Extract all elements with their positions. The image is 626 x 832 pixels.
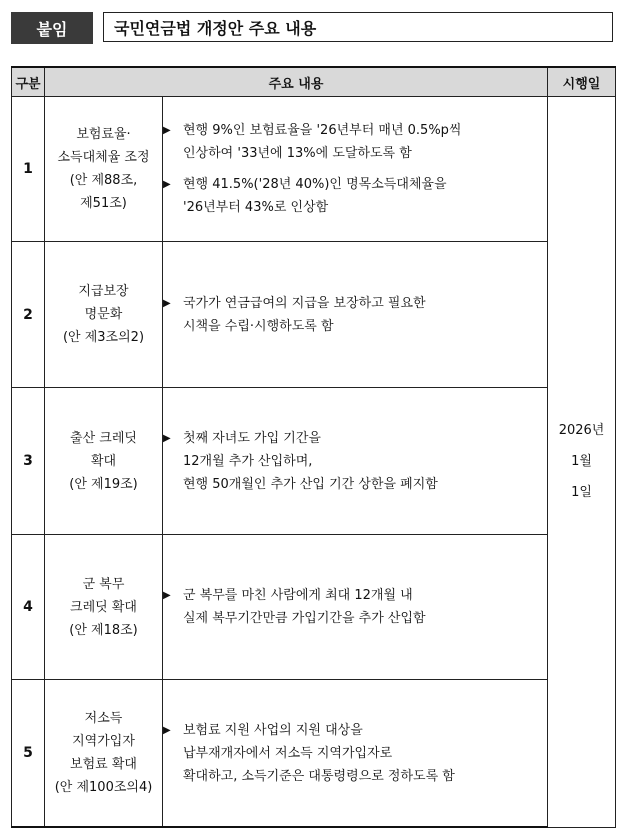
item-line: 출산 크레딧 [70, 430, 137, 446]
content-line: 실제 복무기간만큼 가입기간을 추가 산입함 [183, 611, 426, 626]
row-number: 5 [12, 680, 45, 828]
row-number: 2 [12, 242, 45, 388]
arrow-bullet-icon: ▶ [163, 432, 171, 444]
bullet-item [163, 427, 547, 496]
row-content [163, 242, 548, 388]
item-line: (안 제19조) [69, 476, 138, 492]
bullet-item [163, 292, 547, 338]
item-line: 보험료율· [76, 127, 131, 142]
content-line: 시책을 수립·시행하도록 함 [183, 318, 334, 334]
arrow-bullet-icon: ▶ [163, 724, 171, 736]
item-line: 제51조) [80, 196, 127, 211]
row-content [163, 97, 548, 242]
table-row [12, 535, 616, 680]
arrow-bullet-icon: ▶ [163, 590, 171, 601]
arrow-bullet-icon: ▶ [163, 297, 171, 309]
item-line: 군 복무 [82, 576, 125, 592]
item-line: (안 제100조의4) [54, 780, 153, 795]
item-line: 지역가입자 [72, 734, 135, 749]
row-content [163, 388, 548, 535]
content-line: '26년부터 43%로 인상함 [183, 200, 329, 215]
effective-date-month: 1월 [571, 454, 592, 470]
row-item [45, 97, 163, 242]
row-number: 1 [12, 97, 45, 242]
content-line: 군 복무를 마친 사람에게 최대 12개월 내 [183, 588, 413, 603]
attachment-tag: 붙임 [11, 12, 93, 44]
content-line: 현행 50개월인 추가 산입 기간 상한을 폐지함 [183, 476, 438, 492]
arrow-bullet-icon: ▶ [163, 179, 171, 190]
item-line: 저소득 [84, 711, 123, 726]
content-line: 확대하고, 소득기준은 대통령령으로 정하도록 함 [183, 768, 455, 784]
effective-date [548, 97, 616, 828]
header-content: 주요 내용 [45, 67, 548, 97]
content-line: 납부재개자에서 저소득 지역가입자로 [183, 745, 393, 761]
row-item [45, 535, 163, 680]
bullet-item [163, 584, 547, 630]
item-line: (안 제3조의2) [62, 330, 145, 345]
item-line: 소득대체율 조정 [57, 150, 150, 165]
bullet-item [163, 173, 547, 219]
effective-date-year: 2026년 [558, 423, 605, 439]
row-number: 4 [12, 535, 45, 680]
document-header [11, 12, 615, 44]
row-item [45, 242, 163, 388]
content-line: 보험료 지원 사업의 지원 대상을 [183, 722, 363, 738]
table-header-row [12, 67, 616, 97]
content-line: 인상하여 '33년에 13%에 도달하도록 함 [183, 146, 412, 161]
item-line: 크레딧 확대 [70, 599, 137, 615]
item-line: 명문화 [84, 307, 123, 322]
content-line: 12개월 추가 산입하며, [183, 453, 313, 469]
header-date: 시행일 [548, 67, 616, 97]
item-line: 확대 [90, 453, 117, 469]
table-row [12, 97, 616, 242]
item-line: 지급보장 [78, 284, 129, 299]
table-row [12, 242, 616, 388]
bullet-item [163, 119, 547, 165]
item-line: (안 제18조) [69, 622, 138, 638]
content-line: 첫째 자녀도 가입 기간을 [183, 430, 321, 446]
header-num: 구분 [12, 67, 45, 97]
table-row [12, 388, 616, 535]
document-title: 국민연금법 개정안 주요 내용 [103, 12, 613, 42]
content-line: 현행 9%인 보험료율을 '26년부터 매년 0.5%p씩 [183, 123, 462, 138]
row-content [163, 535, 548, 680]
row-item [45, 680, 163, 828]
effective-date-day: 1일 [571, 485, 592, 501]
arrow-bullet-icon: ▶ [163, 125, 171, 136]
row-content [163, 680, 548, 828]
table-row [12, 680, 616, 828]
content-line: 국가가 연금급여의 지급을 보장하고 필요한 [183, 295, 426, 311]
item-line: (안 제88조, [69, 173, 138, 188]
content-line: 현행 41.5%('28년 40%)인 명목소득대체율을 [183, 177, 447, 192]
row-number: 3 [12, 388, 45, 535]
item-line: 보험료 확대 [70, 757, 137, 772]
amendment-summary-table [11, 66, 616, 828]
row-item [45, 388, 163, 535]
bullet-item [163, 719, 547, 788]
